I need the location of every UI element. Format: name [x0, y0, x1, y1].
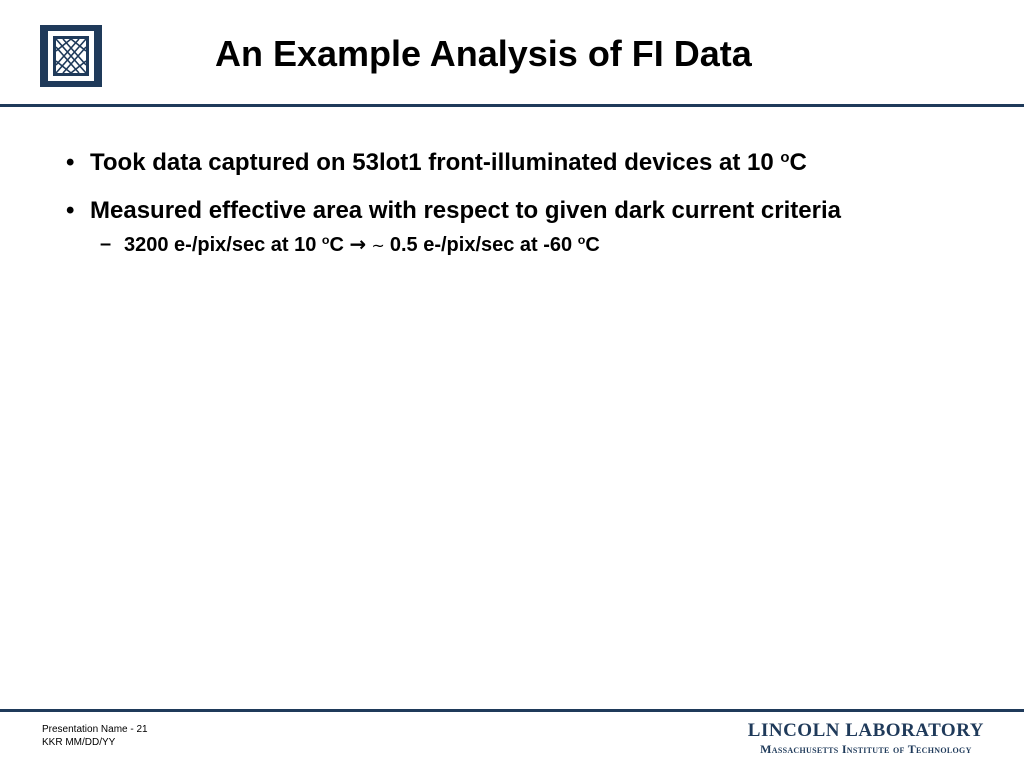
bullet-1-text: Took data captured on 53lot1 front-illuminated devices at 10 — [90, 149, 781, 176]
author-date: KKR MM/DD/YY — [42, 737, 116, 748]
bullet-mark: • — [66, 197, 75, 224]
bullet-2-text: Measured effective area with respect to given dark current criteria — [90, 197, 841, 224]
degree-sup: o — [321, 233, 330, 248]
sub-bullet-part4: C — [585, 234, 600, 256]
bullet-1-unit: C — [789, 149, 807, 176]
slide-body — [60, 148, 980, 260]
footer-info — [42, 723, 148, 749]
slide-title: An Example Analysis of FI Data — [215, 33, 752, 74]
degree-sup: o — [577, 233, 586, 248]
mit-ll-logo — [40, 25, 102, 87]
lincoln-lab-wordmark — [748, 720, 984, 756]
header-divider — [0, 104, 1024, 107]
bullet-mark: • — [66, 149, 75, 176]
sub-bullet-1 — [60, 230, 980, 260]
right-arrow-icon: → — [349, 232, 367, 256]
institute-name: Massachusetts Institute of Technology — [760, 742, 972, 756]
sub-bullet-part2: C — [329, 234, 350, 256]
degree-sup: o — [780, 149, 790, 166]
lab-name: LINCOLN LABORATORY — [747, 720, 984, 741]
bullet-1 — [60, 148, 980, 178]
presentation-name: Presentation Name - 21 — [42, 724, 148, 735]
sub-bullet-mark: – — [100, 233, 112, 255]
tilde-symbol: ~ — [366, 236, 390, 255]
sub-bullet-part1: 3200 e-/pix/sec at 10 — [124, 234, 322, 256]
footer-divider — [0, 709, 1024, 712]
sub-bullet-part3: 0.5 e-/pix/sec at -60 — [389, 234, 578, 256]
bullet-2 — [60, 196, 980, 226]
